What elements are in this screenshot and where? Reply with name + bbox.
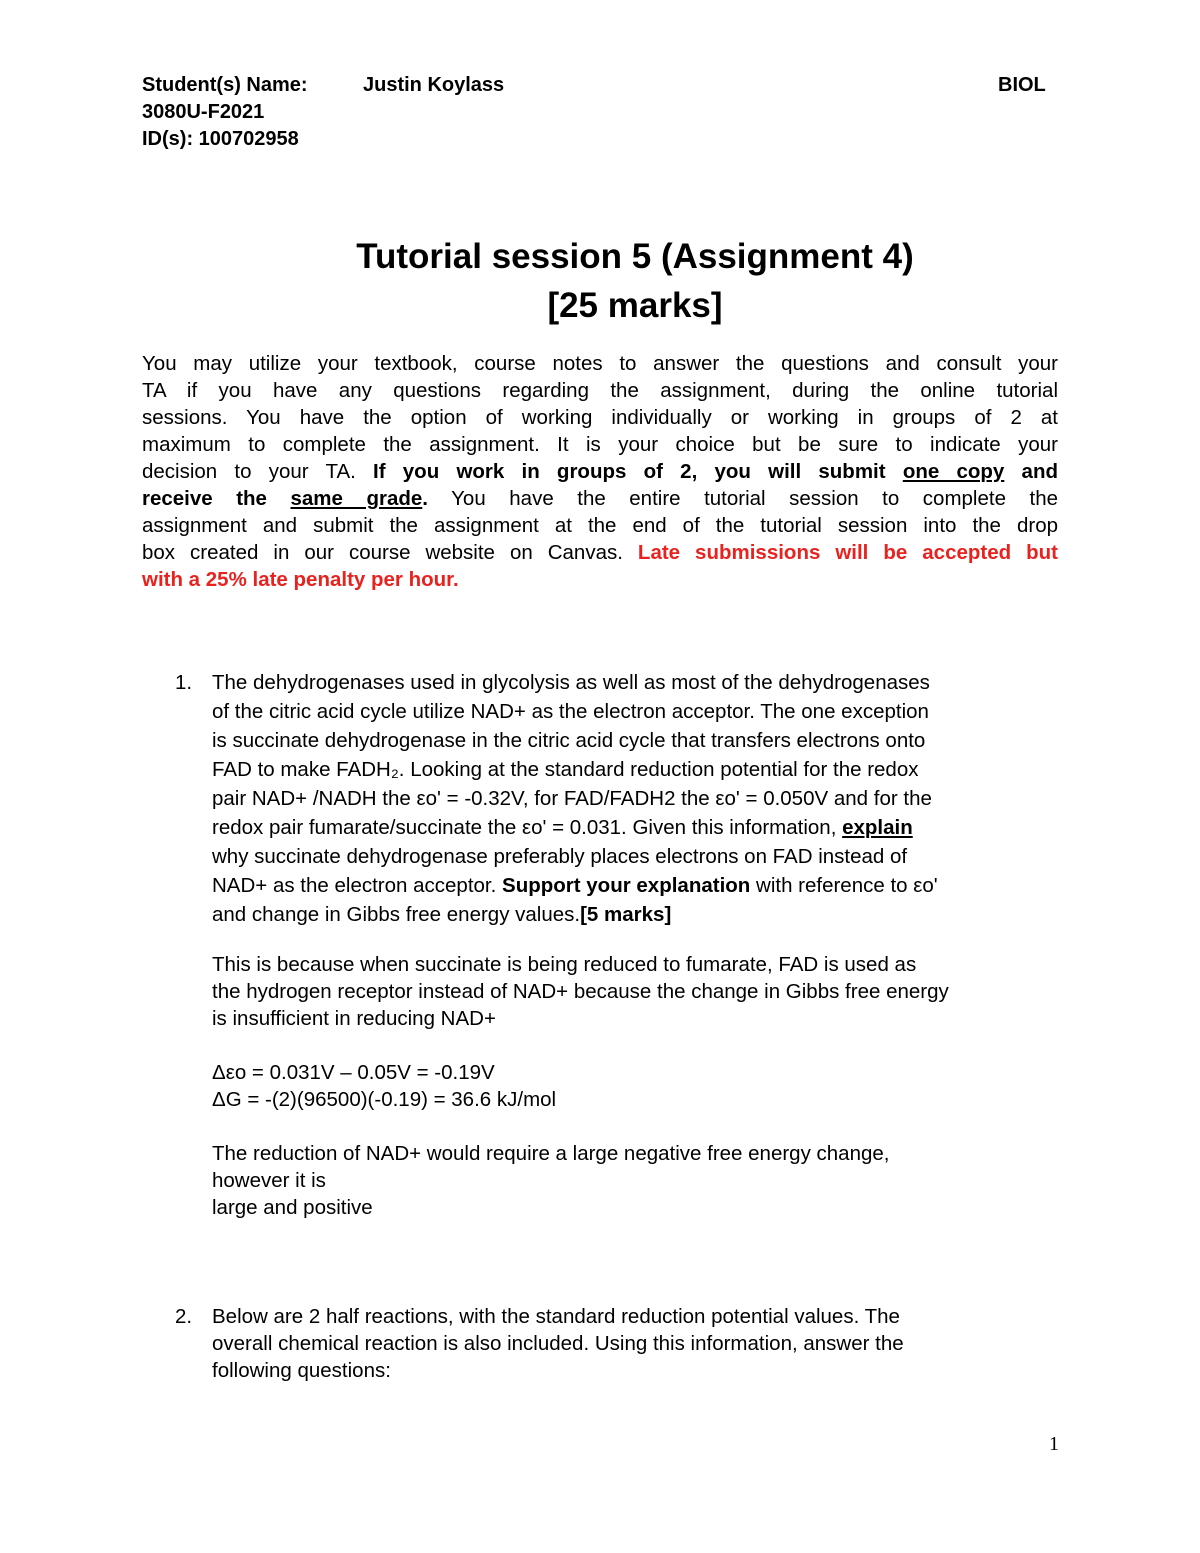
question-marks: [5 marks] bbox=[580, 903, 672, 926]
answer-line: the hydrogen receptor instead of NAD+ because the change in Gibbs free energy bbox=[212, 980, 949, 1003]
question-line bbox=[212, 813, 1072, 842]
question-line bbox=[212, 871, 1072, 900]
course-section: 3080U-F2021 bbox=[142, 101, 265, 123]
question-line: The dehydrogenases used in glycolysis as well as most of the dehydrogenases bbox=[212, 671, 930, 694]
question-1-text bbox=[212, 668, 1072, 929]
question-line: of the citric acid cycle utilize NAD+ as the electron acceptor. The one exception bbox=[212, 700, 929, 723]
student-name-value: Justin Koylass bbox=[363, 74, 505, 96]
answer-1-conclusion bbox=[212, 1140, 1072, 1221]
one-copy-text: one copy bbox=[902, 460, 1005, 483]
question-line: overall chemical reaction is also included. Using this information, answer the bbox=[212, 1332, 904, 1355]
instructions-text: decision to your TA. bbox=[142, 460, 374, 483]
instructions-line: assignment and submit the assignment at the end of the tutorial session into the drop bbox=[142, 514, 1058, 537]
question-text: redox pair fumarate/succinate the εo' = 0.031. Given this information, bbox=[212, 816, 843, 839]
question-line: Below are 2 half reactions, with the standard reduction potential values. The bbox=[212, 1305, 900, 1328]
instructions-line: You may utilize your textbook, course notes to answer the questions and consult your bbox=[142, 352, 1058, 375]
student-name-label: Student(s) Name: bbox=[142, 74, 308, 96]
group-rule-text: If you work in groups of 2, you will submit bbox=[373, 460, 903, 483]
instructions-paragraph bbox=[142, 350, 1058, 593]
same-grade-text: same grade bbox=[290, 487, 423, 510]
instructions-line: maximum to complete the assignment. It is your choice but be sure to indicate your bbox=[142, 433, 1058, 456]
instructions-line: TA if you have any questions regarding the assignment, during the online tutorial bbox=[142, 379, 1058, 402]
course-code: BIOL bbox=[998, 74, 1046, 96]
question-1-number: 1. bbox=[175, 671, 193, 694]
question-text: with reference to εo' bbox=[750, 874, 938, 897]
question-2-number: 2. bbox=[175, 1305, 193, 1328]
question-line: is succinate dehydrogenase in the citric acid cycle that transfers electrons onto bbox=[212, 729, 926, 752]
late-policy-text: with a 25% late penalty per hour. bbox=[142, 568, 459, 591]
equation-line: Δεo = 0.031V – 0.05V = -0.19V bbox=[212, 1061, 495, 1084]
instructions-text: You have the entire tutorial session to complete the bbox=[427, 487, 1059, 510]
explain-keyword: explain bbox=[842, 816, 913, 839]
answer-line: This is because when succinate is being reduced to fumarate, FAD is used as bbox=[212, 953, 917, 976]
question-line: why succinate dehydrogenase preferably places electrons on FAD instead of bbox=[212, 845, 908, 868]
answer-line: large and positive bbox=[212, 1196, 373, 1219]
question-line: pair NAD+ /NADH the εo' = -0.32V, for FAD/FADH2 the εo' = 0.050V and for the bbox=[212, 787, 932, 810]
equation-line: ΔG = -(2)(96500)(-0.19) = 36.6 kJ/mol bbox=[212, 1088, 557, 1111]
page-subtitle-marks: [25 marks] bbox=[547, 286, 723, 325]
question-line: following questions: bbox=[212, 1359, 391, 1382]
answer-1-paragraph bbox=[212, 951, 1072, 1032]
question-text: NAD+ as the electron acceptor. bbox=[212, 874, 503, 897]
page-number: 1 bbox=[1049, 1433, 1059, 1455]
answer-line: The reduction of NAD+ would require a large negative free energy change, bbox=[212, 1142, 890, 1165]
question-2-text bbox=[212, 1303, 1072, 1384]
instructions-line bbox=[142, 458, 1058, 485]
question-text: and change in Gibbs free energy values. bbox=[212, 903, 581, 926]
page-title: Tutorial session 5 (Assignment 4) bbox=[356, 237, 914, 276]
student-id: ID(s): 100702958 bbox=[142, 128, 299, 150]
late-policy-text: Late submissions will be accepted but bbox=[637, 541, 1058, 564]
question-line: FAD to make FADH₂. Looking at the standard reduction potential for the redox bbox=[212, 758, 919, 781]
instructions-line bbox=[142, 539, 1058, 566]
instructions-text: box created in our course website on Canvas. bbox=[142, 541, 638, 564]
instructions-line: sessions. You have the option of working individually or working in groups of 2 at bbox=[142, 406, 1058, 429]
instructions-line bbox=[142, 485, 1058, 512]
answer-line: is insufficient in reducing NAD+ bbox=[212, 1007, 496, 1030]
answer-1-equations bbox=[212, 1059, 1072, 1113]
group-rule-text: receive the bbox=[142, 487, 291, 510]
group-rule-text: . bbox=[422, 487, 428, 510]
answer-line: however it is bbox=[212, 1169, 326, 1192]
question-line bbox=[212, 900, 1072, 929]
support-keyword: Support your explanation bbox=[502, 874, 751, 897]
group-rule-text: and bbox=[1004, 460, 1058, 483]
